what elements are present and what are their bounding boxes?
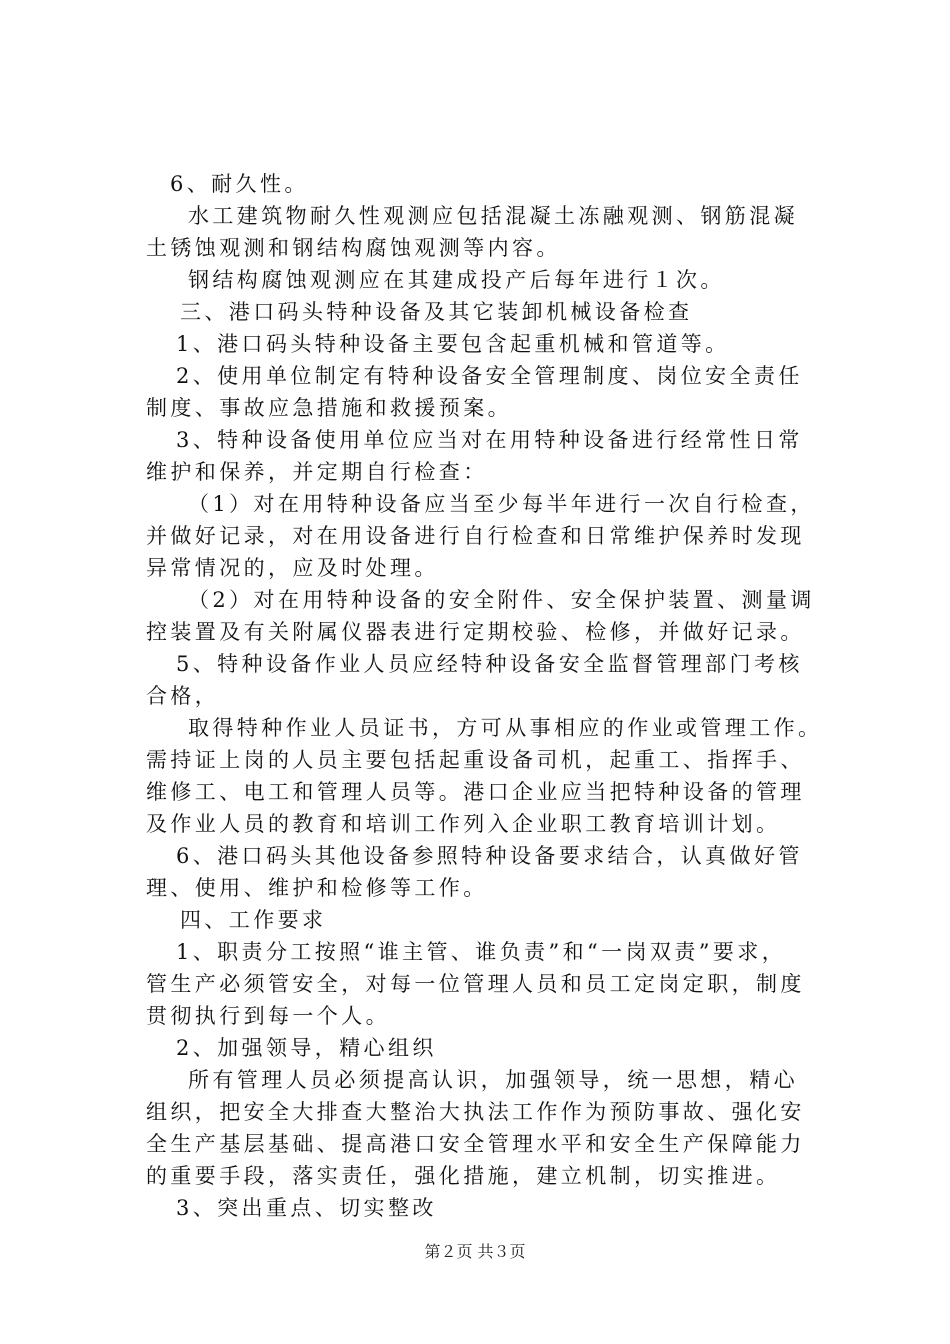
subheading-line: 3、突出重点、切实整改 (176, 1196, 437, 1220)
section-heading-3: 三、港口码头特种设备及其它装卸机械设备检查 (180, 300, 693, 324)
paragraph-line: 5、特种设备作业人员应经特种设备安全监督管理部门考核 (176, 652, 803, 676)
subheading-line: 2、加强领导，精心组织 (176, 1036, 437, 1060)
paragraph-line: 3、特种设备使用单位应当对在用特种设备进行经常性日常 (176, 428, 803, 452)
heading-durability: 6、耐久性。 (170, 172, 309, 196)
paragraph-line: 6、港口码头其他设备参照特种设备要求结合，认真做好管 (176, 844, 803, 868)
paragraph-line: 1、职责分工按照“谁主管、谁负责”和“一岗双责”要求， (176, 940, 787, 964)
body-text (146, 168, 836, 1224)
section-heading-4: 四、工作要求 (180, 908, 327, 932)
paragraph-line: 1、港口码头特种设备主要包含起重机械和管道等。 (176, 332, 730, 356)
paragraph-line: 制度、事故应急措施和救援预案。 (146, 396, 512, 420)
paragraph-line: 2、使用单位制定有特种设备安全管理制度、岗位安全责任 (176, 364, 803, 388)
paragraph-line: 取得特种作业人员证书，方可从事相应的作业或管理工作。 (188, 716, 823, 740)
paragraph-line: 土锈蚀观测和钢结构腐蚀观测等内容。 (146, 236, 561, 260)
paragraph-line: 水工建筑物耐久性观测应包括混凝土冻融观测、钢筋混凝 (188, 204, 798, 228)
paragraph-line: 合格， (146, 684, 220, 708)
paragraph-line: 需持证上岗的人员主要包括起重设备司机，起重工、指挥手、 (146, 748, 805, 772)
paragraph-line: 全生产基层基础、提高港口安全管理水平和安全生产保障能力 (146, 1132, 805, 1156)
paragraph-line: 钢结构腐蚀观测应在其建成投产后每年进行１次。 (188, 268, 725, 292)
paragraph-line: 异常情况的，应及时处理。 (146, 556, 439, 580)
paragraph-line: 并做好记录，对在用设备进行自行检查和日常维护保养时发现 (146, 524, 805, 548)
paragraph-line: 理、使用、维护和检修等工作。 (146, 876, 488, 900)
paragraph-line: （2）对在用特种设备的安全附件、安全保护装置、测量调 (188, 588, 815, 612)
paragraph-line: 控装置及有关附属仪器表进行定期校验、检修，并做好记录。 (146, 620, 805, 644)
paragraph-line: 贯彻执行到每一个人。 (146, 1004, 390, 1028)
paragraph-line: 维护和保养，并定期自行检查： (146, 460, 488, 484)
paragraph-line: 及作业人员的教育和培训工作列入企业职工教育培训计划。 (146, 812, 781, 836)
page-number-footer: 第２页 共３页 (424, 1242, 526, 1261)
paragraph-line: 维修工、电工和管理人员等。港口企业应当把特种设备的管理 (146, 780, 805, 804)
paragraph-line: （1）对在用特种设备应当至少每半年进行一次自行检查， (188, 492, 815, 516)
paragraph-line: 管生产必须管安全，对每一位管理人员和员工定岗定职，制度 (146, 972, 805, 996)
paragraph-line: 组织，把安全大排查大整治大执法工作作为预防事故、强化安 (146, 1100, 805, 1124)
paragraph-line: 所有管理人员必须提高认识，加强领导，统一思想，精心 (188, 1068, 798, 1092)
paragraph-line: 的重要手段，落实责任，强化措施，建立机制，切实推进。 (146, 1164, 781, 1188)
